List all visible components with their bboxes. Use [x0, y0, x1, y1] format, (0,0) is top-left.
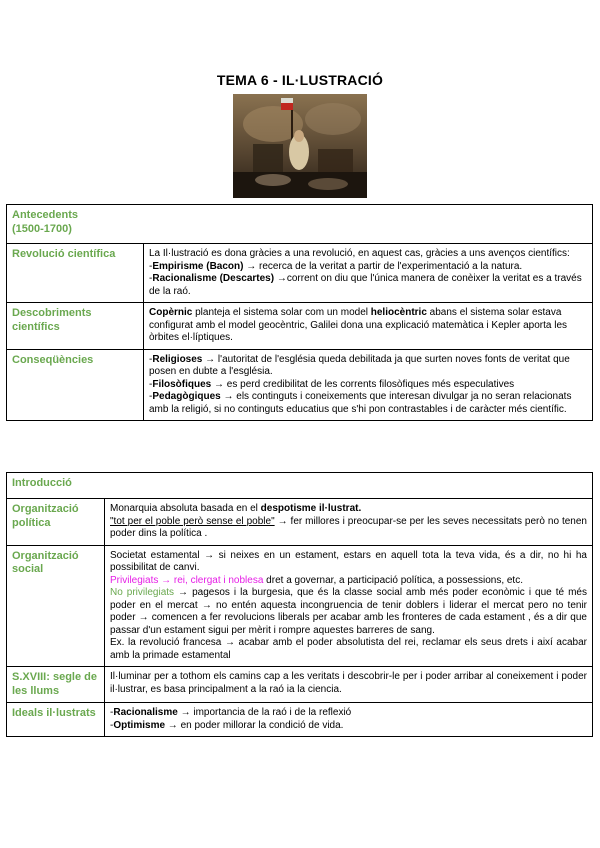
painting-image [233, 94, 367, 198]
table-header-row [7, 205, 593, 244]
table-row [7, 499, 593, 546]
term: Empirisme (Bacon) [152, 260, 244, 272]
term: Racionalisme (Descartes) [152, 273, 275, 284]
row-label: Descobriments científics [7, 303, 144, 350]
list-item: -Racionalisme (Descartes) →corrent on diu que l'única manera de conèixer la veritat es a través de la raó. [149, 273, 582, 297]
term-text: → l'autoritat de l'església queda debilitada ja que surten noves fonts de veritat que posen en dubte a l'església. [149, 353, 570, 377]
row-label: Ideals il·lustrats [7, 703, 105, 737]
page-title: TEMA 6 - IL·LUSTRACIÓ [216, 72, 384, 88]
term-text: → els continguts i coneixements que interesan divulgar ja no seran relacionats amb la religió, si no continguts educatius que s'hi pon contrastables i de caràcter més científic. [149, 391, 572, 415]
row-content [144, 349, 593, 421]
list-item: -Filosòfiques → es perd credibilitat de les corrents filosòfiques més especulatives [149, 378, 515, 390]
paragraph [110, 575, 587, 588]
list-item: -Optimisme → en poder millorar la condició de vida. [110, 719, 344, 731]
text: Monarquia absoluta basada en el [110, 503, 261, 514]
no-privilegiats-text: No privilegiats [110, 587, 175, 598]
term: Religioses [152, 353, 203, 365]
row-content [105, 545, 593, 667]
table-row [7, 244, 593, 303]
quote: "tot per el poble però sense el poble" [110, 515, 275, 527]
text: → pagesos i la burgesia, que és la classe social amb més poder econòmic i que té més poder en el mercat → no entén aquesta incongruencia de tenir doblers i liderar el mercat pero no tenir poder → comencen a fer revolucions liberals per acabar amb les fronteres de cada estament , és a dir que passar d'un estament sigui per mèrit i rompre aquestes barreres de sang. [110, 587, 587, 636]
text: planteja el sistema solar com un model [192, 307, 371, 318]
table-row [7, 545, 593, 667]
row-content [105, 667, 593, 703]
text: → fer millores i preocupar-se per les seves necessitats però no tenen poder dins la política . [110, 515, 587, 539]
header-line: Antecedents [12, 209, 79, 221]
antecedents-header [7, 205, 593, 244]
term: Filosòfiques [152, 378, 212, 390]
paragraph [110, 503, 587, 516]
paragraph [110, 587, 587, 637]
row-content [105, 499, 593, 546]
introduccio-table [6, 472, 593, 737]
table-header-row [7, 473, 593, 499]
term-text: → recerca de la veritat a partir de l'experimentació a la natura. [243, 260, 523, 272]
term: Optimisme [113, 719, 166, 731]
text: dret a governar, a participació política, a possessions, etc. [263, 574, 523, 586]
privilegiats-text: Privilegiats → rei, clergat i noblesa [110, 574, 264, 586]
row-content [144, 244, 593, 303]
paragraph: Ex. la revolució francesa → acabar amb el poder absolutista del rei, reclamar els seus drets i així acabar amb la primade estamental [110, 637, 587, 661]
table-row [7, 667, 593, 703]
row-label: Revolució científica [7, 244, 144, 303]
row-label: Organització política [7, 499, 105, 546]
list-item: -Racionalisme → importancia de la raó i de la reflexió [110, 707, 352, 718]
paragraph [149, 307, 587, 345]
term: heliocèntric [370, 307, 427, 318]
term: Copèrnic [149, 307, 193, 318]
term: despotisme il·lustrat. [260, 503, 362, 514]
term: Racionalisme [113, 707, 178, 718]
header-period: (1500-1700) [12, 222, 72, 235]
term-text: →corrent on diu que l'única manera de conèixer la veritat es a través de la raó. [149, 273, 582, 297]
table-row [7, 303, 593, 350]
paragraph [110, 516, 587, 541]
paragraph: Societat estamental → si neixes en un estament, estars en aquell tota la teva vida, és a dir, no hi ha possibilitat de canvi. [110, 549, 587, 573]
paragraph: Il·luminar per a tothom els camins cap a les veritats i descobrir-le per i poder arribar al coneixement i poder il·lustrar, es basa principalment a la raó ia la ciencia. [110, 671, 587, 695]
row-intro: La Il·lustració es dona gràcies a una revolució, en aquest cas, gràcies a uns avenços científics: [149, 248, 570, 259]
text: abans el sistema solar estava configurat amb el model geocèntric, Galilei dona una explicació matemàtica i Kepler aporta les òrbites el·líptiques. [149, 307, 568, 343]
row-label: Conseqüències [7, 349, 144, 421]
row-content [105, 703, 593, 737]
liberty-leading-painting [233, 94, 367, 198]
row-label: Organització social [7, 545, 105, 667]
term-text: → importancia de la raó i de la reflexió [177, 707, 352, 718]
table-row [7, 349, 593, 421]
list-item: -Religioses → l'autoritat de l'església queda debilitada ja que surten noves fonts de veritat que posen en dubte a l'església. [149, 353, 570, 377]
list-item: -Empirisme (Bacon) → recerca de la veritat a partir de l'experimentació a la natura. [149, 260, 523, 272]
list-item: -Pedagògiques → els continguts i coneixements que interesan divulgar ja no seran relacionats amb la religió, si no continguts educatius que s'hi pon contrastables i de caràcter més científic. [149, 391, 572, 415]
row-label: S.XVIII: segle de les llums [7, 667, 105, 703]
term-text: → en poder millorar la condició de vida. [165, 719, 344, 731]
row-content [144, 303, 593, 350]
term-text: → es perd credibilitat de les corrents filosòfiques més especulatives [211, 378, 515, 390]
table-row [7, 703, 593, 737]
antecedents-table [6, 204, 593, 421]
introduccio-header: Introducció [7, 473, 593, 499]
term: Pedagògiques [152, 391, 221, 402]
